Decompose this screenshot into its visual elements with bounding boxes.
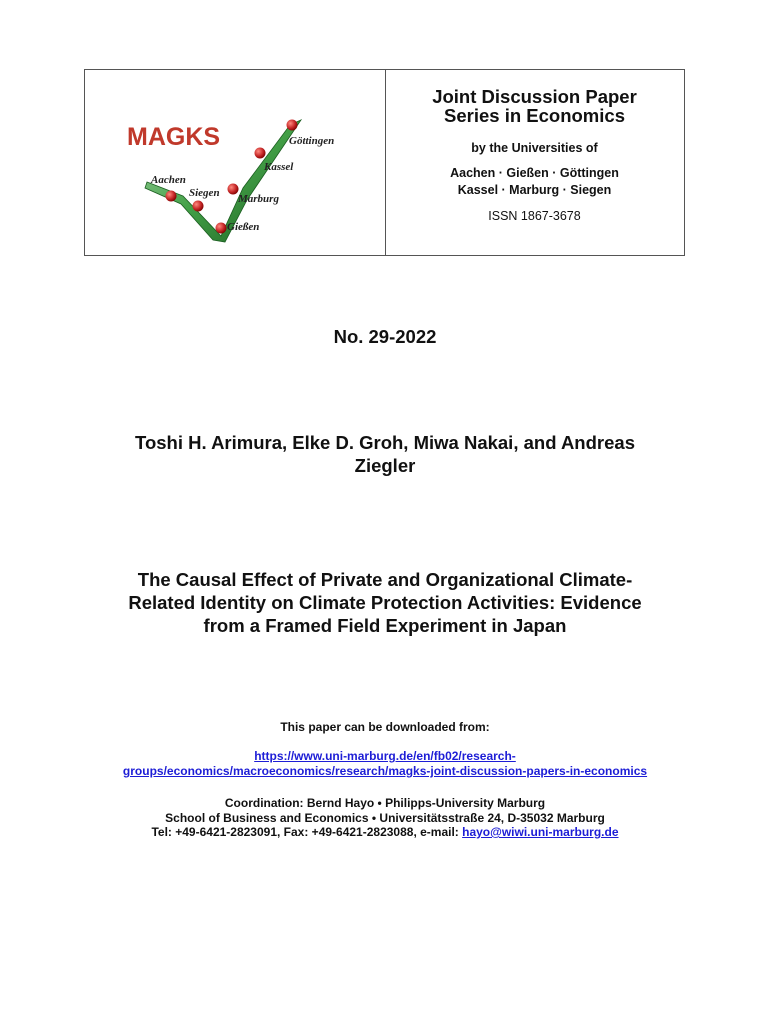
paper-number: No. 29-2022: [333, 326, 437, 347]
logo-brand: MAGKS: [127, 123, 221, 151]
authors-line-1: Toshi H. Arimura, Elke D. Groh, Miwa Nakai, and Andreas: [135, 432, 635, 453]
paper-title: [80, 568, 690, 637]
logo-city-aachen: Aachen: [151, 174, 186, 186]
city-ball-giessen-icon: [216, 223, 227, 234]
logo-city-marburg: Marburg: [238, 193, 279, 205]
series-by-line: by the Universities of: [471, 141, 598, 155]
logo-city-kassel: Kassel: [264, 161, 294, 173]
contact-numbers: Tel: +49-6421-2823091, Fax: +49-6421-2823088, e-mail:: [151, 825, 463, 839]
coordination-line-1: Coordination: Bernd Hayo • Philipps-University Marburg: [224, 796, 546, 810]
magks-logo: [85, 70, 386, 255]
series-title: [385, 87, 684, 125]
universities-line-1: Aachen · Gießen · Göttingen: [450, 166, 619, 180]
email-link[interactable]: hayo@wiwi.uni-marburg.de: [462, 825, 619, 839]
title-line-2: Related Identity on Climate Protection Activities: Evidence: [128, 592, 642, 613]
title-line-3: from a Framed Field Experiment in Japan: [203, 615, 567, 636]
city-ball-marburg-icon: [228, 184, 239, 195]
series-header-box: [84, 69, 685, 256]
series-title-line-2: Series in Economics: [444, 105, 625, 126]
download-label: This paper can be downloaded from:: [280, 720, 490, 734]
download-link[interactable]: [60, 749, 710, 779]
authors-line-2: Ziegler: [354, 455, 416, 476]
magks-logo-graphic: [85, 70, 385, 255]
logo-city-goettingen: Göttingen: [289, 135, 335, 147]
city-ball-kassel-icon: [255, 148, 266, 159]
logo-city-siegen: Siegen: [189, 187, 220, 199]
universities-line-2: Kassel · Marburg · Siegen: [457, 183, 612, 197]
issn: ISSN 1867-3678: [488, 209, 581, 223]
coordination-block: [0, 796, 770, 840]
title-line-1: The Causal Effect of Private and Organizational Climate-: [137, 569, 633, 590]
city-ball-aachen-icon: [166, 191, 177, 202]
paper-authors: [90, 431, 680, 477]
download-url-line-2[interactable]: groups/economics/macroeconomics/research/magks-joint-discussion-papers-in-economics: [122, 764, 648, 778]
coordination-line-2: School of Business and Economics • Universitätsstraße 24, D-35032 Marburg: [165, 810, 605, 825]
logo-city-giessen: Gießen: [227, 221, 260, 233]
series-universities: [385, 165, 684, 199]
series-info: [385, 70, 684, 255]
series-title-line-1: Joint Discussion Paper: [432, 86, 637, 107]
city-ball-goettingen-icon: [287, 120, 298, 131]
city-ball-siegen-icon: [193, 201, 204, 212]
download-url-line-1[interactable]: https://www.uni-marburg.de/en/fb02/research-: [254, 749, 516, 763]
coordination-line-3: [0, 825, 770, 840]
